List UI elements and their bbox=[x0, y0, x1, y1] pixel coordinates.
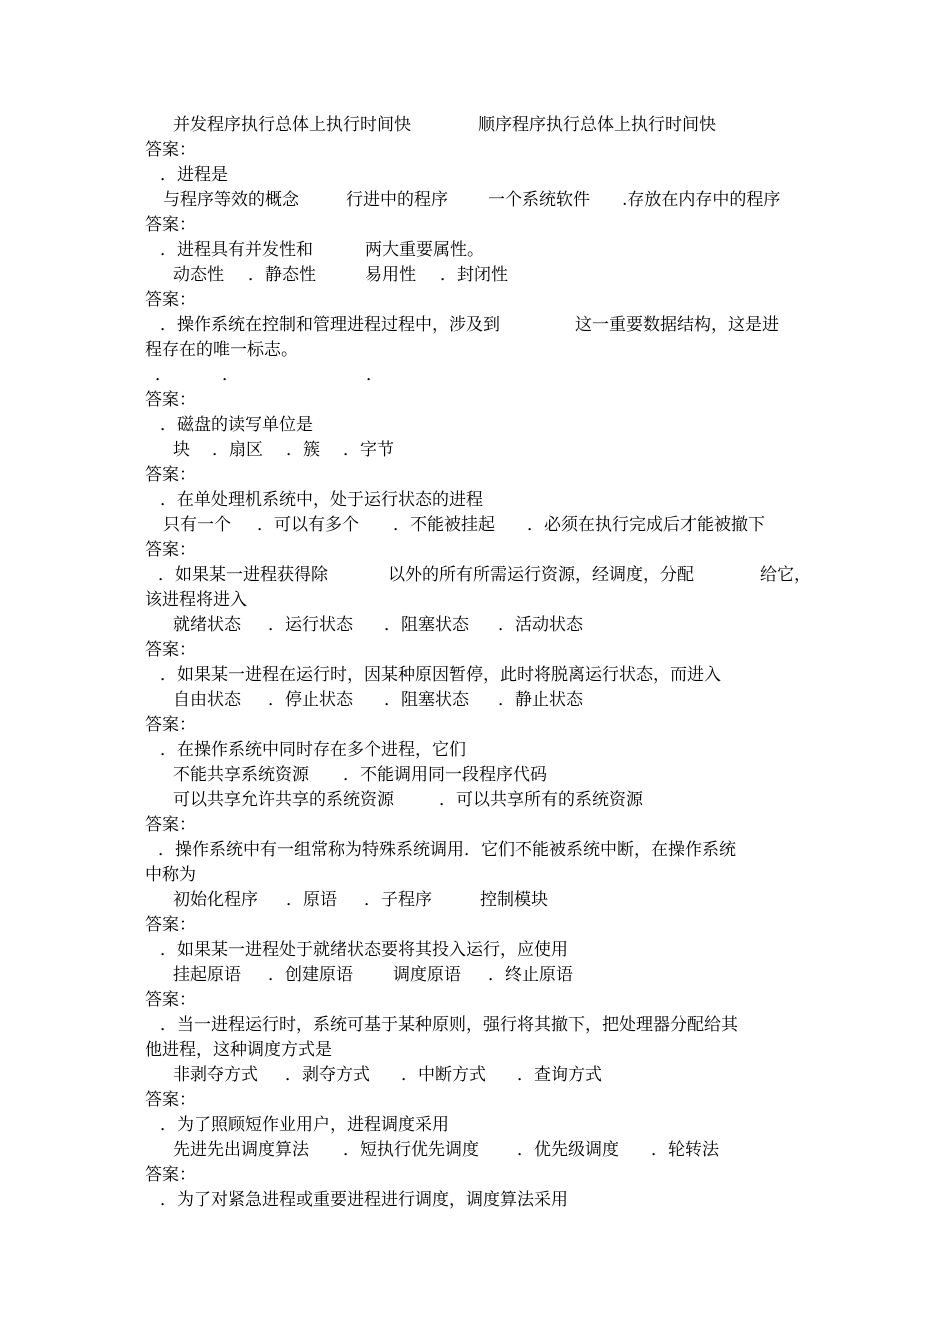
text-segment: 调度原语 bbox=[393, 965, 461, 985]
text-segment: ． bbox=[366, 365, 383, 385]
text-line bbox=[0, 788, 950, 812]
text-segment: ．进程具有并发性和 bbox=[160, 240, 313, 260]
text-line bbox=[0, 1113, 950, 1137]
text-segment: 答案： bbox=[145, 465, 196, 485]
text-line bbox=[0, 763, 950, 787]
text-segment: 答案： bbox=[145, 290, 196, 310]
text-segment: 这一重要数据结构，这是进 bbox=[575, 315, 779, 335]
text-segment: ．在操作系统中同时存在多个进程，它们 bbox=[160, 740, 466, 760]
text-line bbox=[0, 1163, 950, 1187]
text-segment: 初始化程序 bbox=[173, 890, 258, 910]
text-line bbox=[0, 413, 950, 437]
text-line bbox=[0, 1138, 950, 1162]
text-segment: ．运行状态 bbox=[268, 615, 353, 635]
text-segment: ．在单处理机系统中，处于运行状态的进程 bbox=[160, 490, 483, 510]
text-line bbox=[0, 138, 950, 162]
text-segment: ．停止状态 bbox=[268, 690, 353, 710]
text-segment: 答案： bbox=[145, 390, 196, 410]
text-segment: ．轮转法 bbox=[651, 1140, 719, 1160]
text-segment: 只有一个 bbox=[163, 515, 231, 535]
text-segment: 答案： bbox=[145, 915, 196, 935]
text-line bbox=[0, 913, 950, 937]
text-segment: ．静止状态 bbox=[498, 690, 583, 710]
text-segment: ．阻塞状态 bbox=[384, 615, 469, 635]
text-line bbox=[0, 1188, 950, 1212]
text-segment: ． bbox=[155, 365, 172, 385]
text-line bbox=[0, 363, 950, 387]
text-line bbox=[0, 213, 950, 237]
text-segment: 非剥夺方式 bbox=[173, 1065, 258, 1085]
text-segment: ．优先级调度 bbox=[517, 1140, 619, 1160]
text-line bbox=[0, 813, 950, 837]
text-segment: ．进程是 bbox=[160, 165, 228, 185]
text-line bbox=[0, 463, 950, 487]
text-line bbox=[0, 713, 950, 737]
text-segment: 自由状态 bbox=[173, 690, 241, 710]
text-line bbox=[0, 488, 950, 512]
text-line bbox=[0, 438, 950, 462]
text-line bbox=[0, 388, 950, 412]
text-segment: 挂起原语 bbox=[173, 965, 241, 985]
text-segment: ．查询方式 bbox=[517, 1065, 602, 1085]
text-line bbox=[0, 1038, 950, 1062]
text-segment: ．创建原语 bbox=[268, 965, 353, 985]
text-segment: ．如果某一进程在运行时，因某种原因暂停，此时将脱离运行状态，而进入 bbox=[160, 665, 721, 685]
text-line bbox=[0, 988, 950, 1012]
text-line bbox=[0, 1063, 950, 1087]
text-segment: ． bbox=[222, 365, 239, 385]
text-segment: ．为了对紧急进程或重要进程进行调度，调度算法采用 bbox=[160, 1190, 568, 1210]
text-segment: 控制模块 bbox=[480, 890, 548, 910]
text-segment: 行进中的程序 bbox=[346, 190, 448, 210]
text-segment: 动态性 bbox=[173, 265, 224, 285]
text-line bbox=[0, 863, 950, 887]
text-segment: ．必须在执行完成后才能被撤下 bbox=[527, 515, 765, 535]
text-segment: ．阻塞状态 bbox=[384, 690, 469, 710]
text-segment: ．簇 bbox=[286, 440, 320, 460]
text-line bbox=[0, 263, 950, 287]
text-segment: 顺序程序执行总体上执行时间快 bbox=[478, 115, 716, 135]
text-segment: ．为了照顾短作业用户，进程调度采用 bbox=[160, 1115, 449, 1135]
text-segment: ．中断方式 bbox=[401, 1065, 486, 1085]
text-line bbox=[0, 663, 950, 687]
text-segment: 他进程，这种调度方式是 bbox=[145, 1040, 332, 1060]
text-line bbox=[0, 588, 950, 612]
text-line bbox=[0, 1088, 950, 1112]
text-segment: ．字节 bbox=[343, 440, 394, 460]
text-segment: 就绪状态 bbox=[173, 615, 241, 635]
text-segment: ．磁盘的读写单位是 bbox=[160, 415, 313, 435]
text-segment: ．子程序 bbox=[364, 890, 432, 910]
text-segment: 与程序等效的概念 bbox=[163, 190, 299, 210]
text-segment: ．短执行优先调度 bbox=[343, 1140, 479, 1160]
text-line bbox=[0, 688, 950, 712]
text-segment: ．可以有多个 bbox=[257, 515, 359, 535]
text-segment: ．如果某一进程获得除 bbox=[158, 565, 328, 585]
text-segment: 该进程将进入 bbox=[145, 590, 247, 610]
text-line bbox=[0, 238, 950, 262]
text-segment: ．原语 bbox=[286, 890, 337, 910]
text-segment: 两大重要属性。 bbox=[365, 240, 484, 260]
text-line bbox=[0, 113, 950, 137]
text-segment: 答案： bbox=[145, 640, 196, 660]
text-segment: ．如果某一进程处于就绪状态要将其投入运行，应使用 bbox=[160, 940, 568, 960]
text-segment: ．剥夺方式 bbox=[285, 1065, 370, 1085]
text-line bbox=[0, 563, 950, 587]
text-line bbox=[0, 538, 950, 562]
text-segment: ．活动状态 bbox=[498, 615, 583, 635]
text-segment: 答案： bbox=[145, 815, 196, 835]
text-segment: ．操作系统中有一组常称为特殊系统调用．它们不能被系统中断，在操作系统 bbox=[158, 840, 736, 860]
text-line bbox=[0, 963, 950, 987]
text-segment: 块 bbox=[173, 440, 190, 460]
text-segment: .存放在内存中的程序 bbox=[622, 190, 781, 210]
text-line bbox=[0, 938, 950, 962]
text-line bbox=[0, 338, 950, 362]
text-segment: 并发程序执行总体上执行时间快 bbox=[173, 115, 411, 135]
text-segment: 答案： bbox=[145, 1165, 196, 1185]
text-segment: 程存在的唯一标志。 bbox=[145, 340, 298, 360]
text-segment: ．不能被挂起 bbox=[393, 515, 495, 535]
text-segment: ．操作系统在控制和管理进程过程中，涉及到 bbox=[160, 315, 500, 335]
text-segment: 一个系统软件 bbox=[488, 190, 590, 210]
text-segment: 答案： bbox=[145, 540, 196, 560]
text-segment: 可以共享允许共享的系统资源 bbox=[173, 790, 394, 810]
text-segment: 答案： bbox=[145, 1090, 196, 1110]
text-line bbox=[0, 613, 950, 637]
text-segment: 答案： bbox=[145, 140, 196, 160]
text-segment: ．可以共享所有的系统资源 bbox=[439, 790, 643, 810]
text-line bbox=[0, 1013, 950, 1037]
text-segment: 先进先出调度算法 bbox=[173, 1140, 309, 1160]
text-segment: 答案： bbox=[145, 215, 196, 235]
text-segment: 答案： bbox=[145, 715, 196, 735]
text-segment: 不能共享系统资源 bbox=[173, 765, 309, 785]
text-line bbox=[0, 163, 950, 187]
text-segment: ．静态性 bbox=[248, 265, 316, 285]
text-line bbox=[0, 513, 950, 537]
text-segment: ．终止原语 bbox=[488, 965, 573, 985]
text-segment: 以外的所有所需运行资源，经调度，分配 bbox=[388, 565, 694, 585]
text-segment: 中称为 bbox=[145, 865, 196, 885]
text-line bbox=[0, 638, 950, 662]
text-line bbox=[0, 738, 950, 762]
text-segment: 易用性 bbox=[365, 265, 416, 285]
text-segment: ．当一进程运行时，系统可基于某种原则，强行将其撤下，把处理器分配给其 bbox=[160, 1015, 738, 1035]
text-line bbox=[0, 888, 950, 912]
text-segment: ．扇区 bbox=[212, 440, 263, 460]
text-segment: ．不能调用同一段程序代码 bbox=[343, 765, 547, 785]
text-segment: 给它， bbox=[760, 565, 811, 585]
text-line bbox=[0, 838, 950, 862]
text-segment: 答案： bbox=[145, 990, 196, 1010]
text-line bbox=[0, 313, 950, 337]
text-line bbox=[0, 288, 950, 312]
text-segment: ．封闭性 bbox=[440, 265, 508, 285]
text-line bbox=[0, 188, 950, 212]
